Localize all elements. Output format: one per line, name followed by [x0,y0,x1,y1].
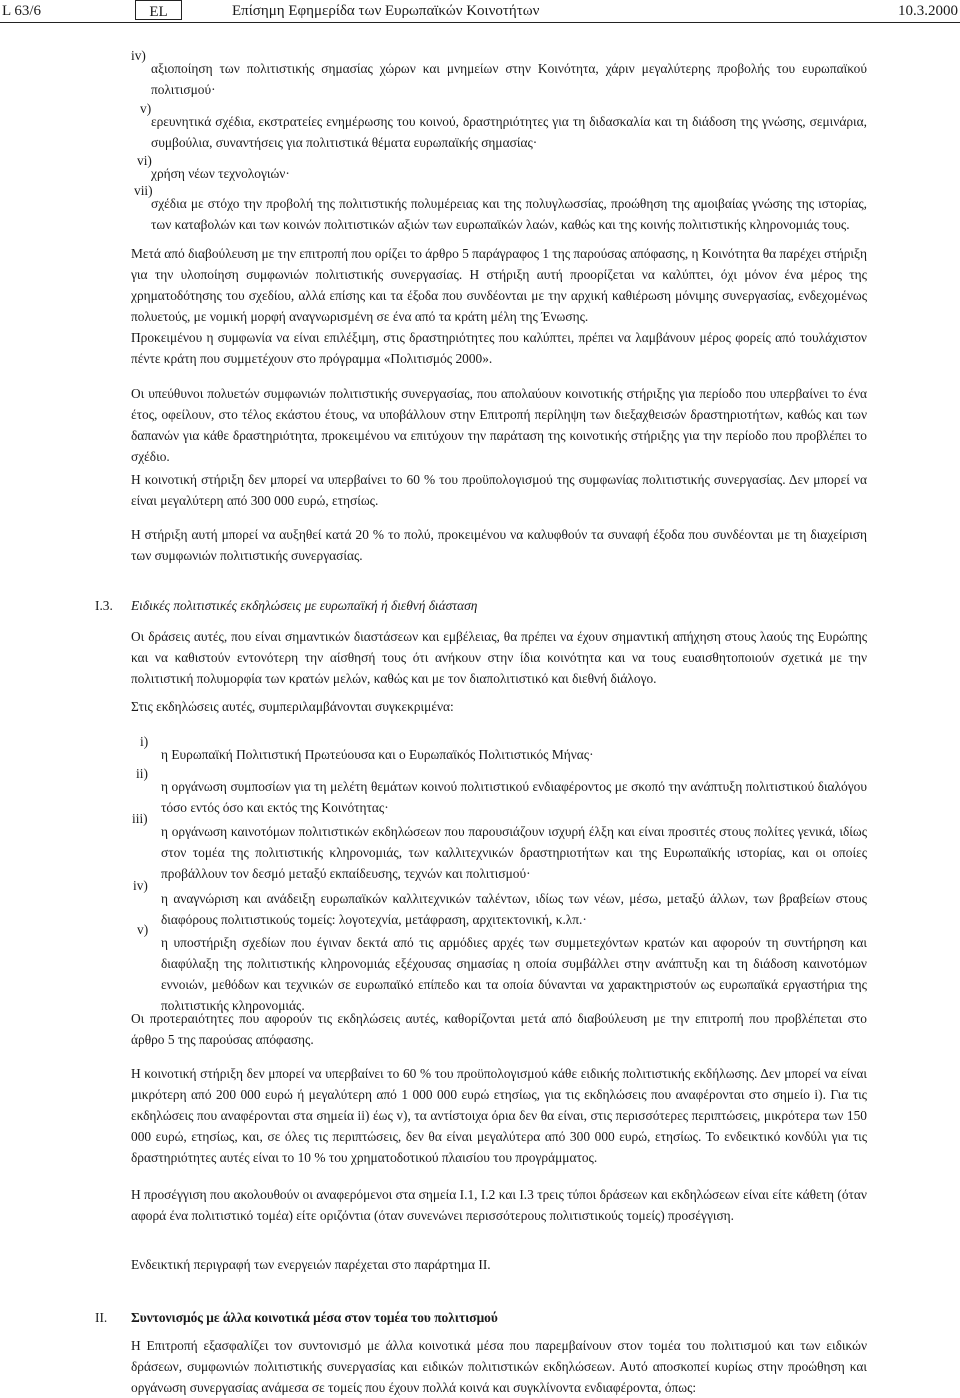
list-item [131,180,867,249]
section-number: I.3. [95,598,113,613]
section-number: II. [95,1310,108,1325]
language-code-box: EL [135,0,182,20]
list-item-number: ii) [136,766,148,781]
list-item-text: ερευνητικά σχέδια, εκστρατείες ενημέρωσης του κοινού, δραστηριότητες για τη διδασκαλία και τη διάδοση της γνώσης, σεμινάρια, συμβούλια, συναντήσεις για πολιτιστικά θέματα ευρωπαϊκής σημασίας· [151,114,867,151]
paragraph: Η Επιτροπή εξασφαλίζει τον συντονισμό με άλλα κοινοτικά μέσα που παρεμβαίνουν στον τομέα του πολιτισμού και των ειδικών δράσεων, συμφωνιών πολιτιστικής συνεργασίας και ειδικών πολιτιστικών εκδηλώσεων. Αυτό αποσκοπεί κυρίως στην προώθηση και οργάνωση συνεργασίας ανάμεσα σε τομείς που έχουν πολλά κοινά και συγκλίνοντα ενδιαφέροντα, όπως: [131,1338,867,1395]
paragraph: Η στήριξη αυτή μπορεί να αυξηθεί κατά 20 % το πολύ, προκειμένου να καλυφθούν τα συναφή έξοδα που συνδέονται με τη διαχείριση των συμφωνιών πολιτιστικής συνεργασίας. [131,527,867,563]
paragraph: Η κοινοτική στήριξη δεν μπορεί να υπερβαίνει το 60 % του προϋπολογισμού της συμφωνίας πολιτιστικής συνεργασίας. Δεν μπορεί να είναι μεγαλύτερη από 300 000 ευρώ, ετησίως. [131,472,867,508]
paragraph: Στις εκδηλώσεις αυτές, συμπεριλαμβάνονται συγκεκριμένα: [131,699,454,714]
paragraph: Η προσέγγιση που ακολουθούν οι αναφερόμενοι στα σημεία I.1, I.2 και I.3 τρεις τύποι δράσεων και εκδηλώσεων είναι είτε κάθετη (όταν αφορά ένα πολιτιστικό τομέα) είτε οριζόντια (όταν συνενώνει περισσότερους πολιτιστικούς τομείς) προσέγγιση. [131,1187,867,1223]
paragraph: Προκειμένου η συμφωνία να είναι επιλέξιμη, στις δραστηριότητες που καλύπτει, πρέπει να λαμβάνουν μέρος φορείς από τουλάχιστον πέντε κράτη που συμμετέχουν στο πρόγραμμα «Πολιτισμός 2000». [131,330,867,366]
list-item-number: iii) [132,811,148,826]
journal-title: Επίσημη Εφημερίδα των Ευρωπαϊκών Κοινοτήτων [232,3,540,19]
paragraph: Οι προτεραιότητες που αφορούν τις εκδηλώσεις αυτές, καθορίζονται μετά από διαβούλευση με την επιτροπή που προβλέπεται στο άρθρο 5 της παρούσας απόφασης. [131,1011,867,1047]
issue-date: 10.3.2000 [898,3,958,19]
list-item-text: η αναγνώριση και ανάδειξη ευρωπαϊκών καλλιτεχνικών ταλέντων, ιδίως των νέων, μέσω, μεταξύ άλλων, των βραβείων στους διαφόρους πολιτιστικούς τομείς: λογοτεχνία, μετάφραση, αρχιτεκτονική, κ.λπ.· [161,891,867,928]
list-item-number: iv) [133,878,148,893]
list-item-number: vii) [134,183,153,198]
section-title: Συντονισμός με άλλα κοινοτικά μέσα στον τομέα του πολιτισμού [131,1310,498,1325]
page-number: L 63/6 [2,3,42,19]
list-item-text: σχέδια με στόχο την προβολή της πολιτιστικής πολυμέρειας και της πολυγλωσσίας, προώθηση της αμοιβαίας γνώσης της ιστορίας, των καταβολών και των κοινών πολιτιστικών αξιών των ευρωπαϊκών λαών, καθώς και της κοινής πολιτιστικής κληρονομιάς τους. [151,196,867,233]
paragraph: Η κοινοτική στήριξη δεν μπορεί να υπερβαίνει το 60 % του προϋπολογισμού κάθε ειδικής πολιτιστικής εκδήλωσης. Δεν μπορεί να είναι μικρότερη από 200 000 ευρώ ή μεγαλύτερη από 1 000 000 ευρώ ετησίως, για τις εκδηλώσεις που αναφέρονται στο σημείο i). Για τις εκδηλώσεις που αναφέρονται στα σημεία ii) έως v), τα αντίστοιχα όρια δεν θα είναι, στις περισσότερες περιπτώσεις, μικρότερα των 150 000 ευρώ, ετησίως, και, σε όλες τις περιπτώσεις, δεν θα είναι μεγαλύτερα από 300 000 ευρώ, ετησίως. Το ενδεικτικό κονδύλι για τις δραστηριότητες αυτές είναι το 10 % του χρηματοδοτικού πλαισίου του προγράμματος. [131,1066,867,1165]
list-item-text: χρήση νέων τεχνολογιών· [151,166,290,182]
list-item-text: η υποστήριξη σχεδίων που έγιναν δεκτά από τις αρμόδιες αρχές των συμμετεχόντων κρατών και αφορούν τη συντήρηση και διαφύλαξη της πολιτιστικής κληρονομιάς εξέχουσας σημασίας η οποία συμβάλλει στην ανάπτυξη και τη διάδοση καινοτόμων εννοιών, μεθόδων και τεχνικών σε ευρωπαϊκό επίπεδο και τα οποία δύνανται να χαρακτηριστούν ως ευρωπαϊκά εργαστήρια της πολιτιστικής κληρονομιάς. [161,935,867,1014]
page-header [0,0,960,23]
list-item-text: η Ευρωπαϊκή Πολιτιστική Πρωτεύουσα και ο Ευρωπαϊκός Πολιτιστικός Μήνας· [161,747,594,763]
list-item-number: iv) [131,48,146,63]
section-title: Ειδικές πολιτιστικές εκδηλώσεις με ευρωπαϊκή ή διεθνή διάσταση [131,598,478,613]
list-item-number: vi) [137,153,152,168]
list-item-number: v) [137,922,149,937]
list-item-text: η οργάνωση καινοτόμων πολιτιστικών εκδηλώσεων που παρουσιάζουν ισχυρή έλξη και είναι προσιτές στους πολίτες γενικά, ιδίως στον τομέα της πολιτιστικής κληρονομιάς, των καλλιτεχνικών δραστηριοτήτων και της Ευρωπαϊκής ιστορίας, και οι οποίες προβάλλουν τον δεσμό μεταξύ εκπαίδευσης, τεχνών και πολιτισμού· [161,824,867,882]
list-item-text: αξιοποίηση των πολιτιστικής σημασίας χώρων και μνημείων στην Κοινότητα, χάριν μεγαλύτερης προβολής του ευρωπαϊκού πολιτισμού· [151,61,867,98]
paragraph: Οι υπεύθυνοι πολυετών συμφωνιών πολιτιστικής συνεργασίας, που απολαύουν κοινοτικής στήριξης για περίοδο που υπερβαίνει το ένα έτος, οφείλουν, στο τέλος εκάστου έτους, να υποβάλλουν στην Επιτροπή περίληψη των διεξαχθεισών δραστηριοτήτων, καθώς και των δαπανών για κάθε δραστηριότητα, προκειμένου να επιτύχουν την παράταση της κοινοτικής στήριξης για την περίοδο που προβλέπει το σχέδιο. [131,386,867,464]
paragraph: Ενδεικτική περιγραφή των ενεργειών παρέχεται στο παράρτημα II. [131,1257,491,1272]
list-item-number: v) [140,101,152,116]
paragraph: Μετά από διαβούλευση με την επιτροπή που ορίζει το άρθρο 5 παράγραφος 1 της παρούσας απόφασης, η Κοινότητα θα παρέχει στήριξη για την υλοποίηση συμφωνιών πολιτιστικής συνεργασίας. Η στήριξη αυτή προορίζεται να καλύπτει, όχι μόνον ένα μέρος της χρηματοδότησης του σχεδίου, αλλά επίσης και τα έξοδα που συνδέονται με την αρχική καθιέρωση μόνιμης συνεργασίας, ενδεχομένως πολυετούς, με νομική μορφή αναγνωρισμένη σε ένα από τα κράτη μέλη της Ένωσης. [131,246,867,324]
list-item-text: η οργάνωση συμποσίων για τη μελέτη θεμάτων κοινού πολιτιστικού ενδιαφέροντος με σκοπό την ανάπτυξη πολιτιστικού διαλόγου τόσο εντός όσο και εκτός της Κοινότητας· [161,779,867,816]
paragraph: Οι δράσεις αυτές, που είναι σημαντικών διαστάσεων και εμβέλειας, θα πρέπει να έχουν σημαντική απήχηση στους λαούς της Ευρώπης και να καθιστούν εντονότερη την αίσθησή τους ότι ανήκουν στην ίδια κοινότητα και να τους ευαισθητοποιούν σχετικά με την πολιτιστική πολυμορφία των κρατών μελών, καθώς και με τον διαπολιτιστικό και διεθνή διάλογο. [131,629,867,686]
list-item-number: i) [140,734,149,749]
